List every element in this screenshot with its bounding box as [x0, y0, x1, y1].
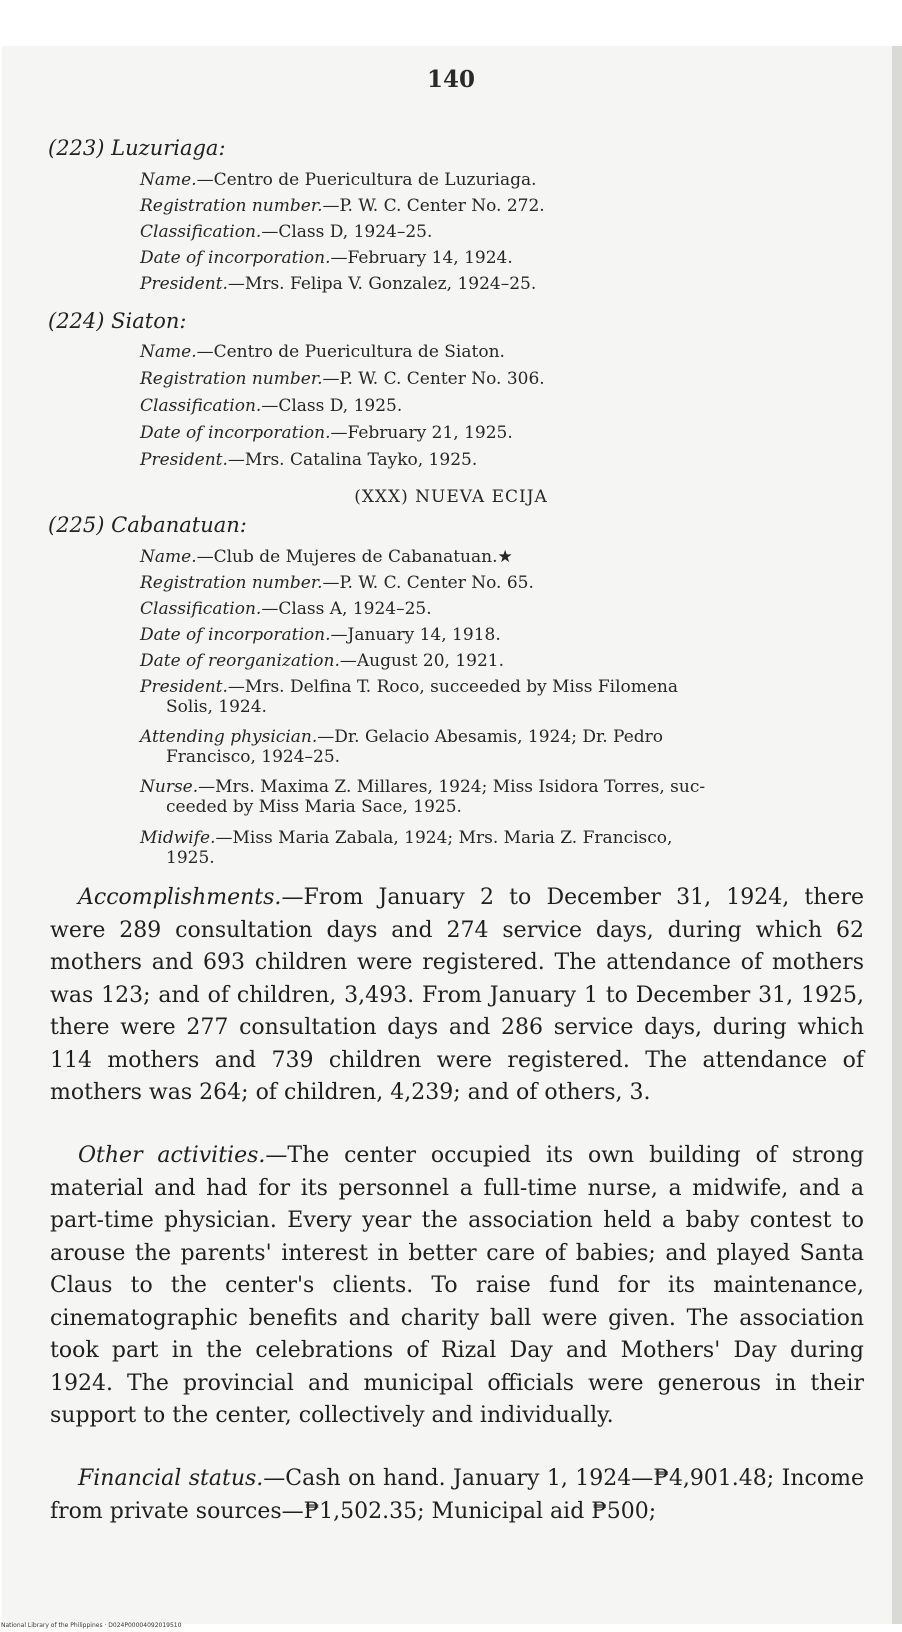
- field-president: [140, 450, 477, 470]
- field-value: —August 20, 1921.: [339, 651, 505, 671]
- accomplishments-paragraph: [50, 882, 864, 1110]
- field-classification: [140, 599, 432, 619]
- field-value: —Mrs. Delfina T. Roco, succeeded by Miss Filomena: [227, 677, 679, 697]
- field-value: —Class D, 1924–25.: [261, 222, 433, 242]
- field-continuation: 1925.: [166, 848, 215, 868]
- other-activities-paragraph: [50, 1140, 864, 1433]
- field-value: —February 14, 1924.: [330, 248, 513, 268]
- field-label: Classification.: [140, 396, 262, 416]
- field-label: Nurse.: [140, 777, 199, 797]
- section-title: (XXX) NUEVA ECIJA: [354, 487, 548, 507]
- field-value: —P. W. C. Center No. 65.: [322, 573, 534, 593]
- field-value: —Centro de Puericultura de Siaton.: [196, 342, 505, 362]
- financial-status-paragraph: [50, 1463, 864, 1528]
- field-president: [140, 274, 536, 294]
- entry-place: Luzuriaga:: [111, 136, 226, 160]
- paragraph-label: Other activities.: [78, 1143, 266, 1168]
- field-label: President.: [140, 450, 228, 470]
- field-label: Name.: [140, 547, 197, 567]
- field-value: —February 21, 1925.: [330, 423, 513, 443]
- entry-number: (224): [48, 309, 105, 333]
- field-label: President.: [140, 274, 228, 294]
- field-nurse: [140, 777, 866, 817]
- paragraph-label: Accomplishments.: [78, 885, 282, 910]
- field-value: —Mrs. Catalina Tayko, 1925.: [227, 450, 478, 470]
- entry-place: Cabanatuan:: [111, 513, 247, 537]
- field-continuation: Solis, 1924.: [166, 697, 267, 717]
- page-number: 140: [426, 66, 475, 93]
- field-label: Name.: [140, 170, 197, 190]
- field-value: —Club de Mujeres de Cabanatuan.★: [196, 547, 513, 567]
- paragraph-text: —Cash on hand. January 1, 1924—₱4,901.48; Income from private sources—₱1,502.35; Municipal aid ₱500;: [50, 1466, 864, 1524]
- field-label: Midwife.: [140, 828, 216, 848]
- field-value: —P. W. C. Center No. 306.: [322, 369, 545, 389]
- field-incorporation: [140, 625, 501, 645]
- field-value: —Class D, 1925.: [261, 396, 403, 416]
- page-edge-shadow: [892, 46, 902, 1624]
- field-registration: [140, 196, 545, 216]
- field-label: Registration number.: [140, 369, 323, 389]
- field-label: Classification.: [140, 222, 262, 242]
- entry-number: (225): [48, 513, 105, 537]
- field-name: [140, 170, 537, 190]
- field-incorporation: [140, 248, 513, 268]
- field-value: —January 14, 1918.: [330, 625, 501, 645]
- field-value: —Mrs. Maxima Z. Millares, 1924; Miss Isidora Torres, suc-: [198, 777, 706, 797]
- field-midwife: [140, 828, 866, 868]
- field-value: —Class A, 1924–25.: [261, 599, 432, 619]
- field-value: —Mrs. Felipa V. Gonzalez, 1924–25.: [227, 274, 537, 294]
- paragraph-text: —The center occupied its own building of strong material and had for its personnel a full-time nurse, a midwife, and a part-time physician. Every year the association held a baby contest to arouse the parents' interest in better care of babies; and played Santa Claus to the center's clients. To raise fund for its maintenance, cinematographic benefits and charity ball were given. The association took part in the celebrations of Rizal Day and Mothers' Day during 1924. The provincial and municipal officials were generous in their support to the center, collectively and individually.: [50, 1143, 864, 1428]
- field-classification: [140, 396, 402, 416]
- field-incorporation: [140, 423, 513, 443]
- field-label: Date of incorporation.: [140, 625, 331, 645]
- archive-footer: National Library of the Philippines · D024P00004092019510: [1, 1622, 182, 1629]
- field-label: Classification.: [140, 599, 262, 619]
- field-continuation: ceeded by Miss Maria Sace, 1925.: [166, 797, 462, 817]
- field-label: Attending physician.: [140, 727, 318, 747]
- field-continuation: Francisco, 1924–25.: [166, 747, 341, 767]
- entry-place: Siaton:: [111, 309, 187, 333]
- field-label: Date of incorporation.: [140, 423, 331, 443]
- field-reorganization: [140, 651, 504, 671]
- field-label: President.: [140, 677, 228, 697]
- field-name: [140, 547, 513, 567]
- field-president: [140, 677, 866, 717]
- field-value: —Dr. Gelacio Abesamis, 1924; Dr. Pedro: [317, 727, 663, 747]
- paragraph-text: —From January 2 to December 31, 1924, there were 289 consultation days and 274 service days, during which 62 mothers and 693 children were registered. The attendance of mothers was 123; and of children, 3,493. From January 1 to December 31, 1925, there were 277 consultation days and 286 service days, during which 114 mothers and 739 children were registered. The attendance of mothers was 264; of children, 4,239; and of others, 3.: [50, 885, 864, 1105]
- field-physician: [140, 727, 866, 767]
- entry-number: (223): [48, 136, 105, 160]
- field-label: Registration number.: [140, 573, 323, 593]
- field-label: Registration number.: [140, 196, 323, 216]
- field-classification: [140, 222, 432, 242]
- field-label: Date of reorganization.: [140, 651, 340, 671]
- field-value: —Centro de Puericultura de Luzuriaga.: [196, 170, 537, 190]
- entry-heading-223: [48, 136, 226, 160]
- paragraph-label: Financial status.: [78, 1466, 264, 1491]
- field-registration: [140, 369, 545, 389]
- field-label: Name.: [140, 342, 197, 362]
- field-value: —Miss Maria Zabala, 1924; Mrs. Maria Z. Francisco,: [215, 828, 673, 848]
- field-label: Date of incorporation.: [140, 248, 331, 268]
- field-value: —P. W. C. Center No. 272.: [322, 196, 545, 216]
- entry-heading-225: [48, 513, 247, 537]
- field-name: [140, 342, 505, 362]
- field-registration: [140, 573, 534, 593]
- entry-heading-224: [48, 309, 186, 333]
